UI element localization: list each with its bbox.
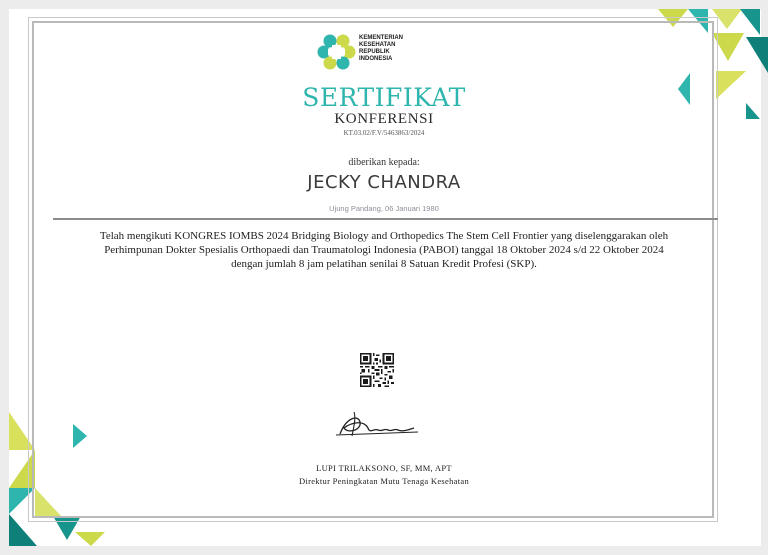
qr-code-icon[interactable] — [360, 353, 394, 387]
signatory-role: Direktur Peningkatan Mutu Tenaga Kesehatan — [299, 476, 469, 486]
given-to-label: diberikan kepada: — [348, 157, 420, 168]
certificate-subtitle: KONFERENSI — [334, 111, 434, 127]
divider-line — [53, 218, 718, 220]
logo-text: KEMENTERIAN KESEHATAN REPUBLIK INDONESIA — [359, 35, 404, 62]
certificate-number: KT.03.02/F.V/5463863/2024 — [343, 129, 425, 137]
recipient-birth-info: Ujung Pandang, 06 Januari 1980 — [329, 204, 439, 213]
certificate-body-text: Telah mengikuti KONGRES IOMBS 2024 Bridging Biology and Orthopedics The Stem Cell Frontier yang diselenggarakan oleh Perhimpunan Dokter Spesialis Orthopaedi dan Traumatologi Indonesia (PABOI) tanggal 18 Oktober 2024 s/d 22 Oktober 2024 dengan jumlah 8 jam pelatihan senilai 8 Satuan Kredit Profesi (SKP). — [99, 230, 669, 270]
certificate-title: SERTIFIKAT — [302, 83, 466, 112]
recipient-name: JECKY CHANDRA — [307, 172, 461, 193]
signature-icon — [334, 408, 420, 442]
signatory-name: LUPI TRILAKSONO, SF, MM, APT — [316, 463, 452, 473]
